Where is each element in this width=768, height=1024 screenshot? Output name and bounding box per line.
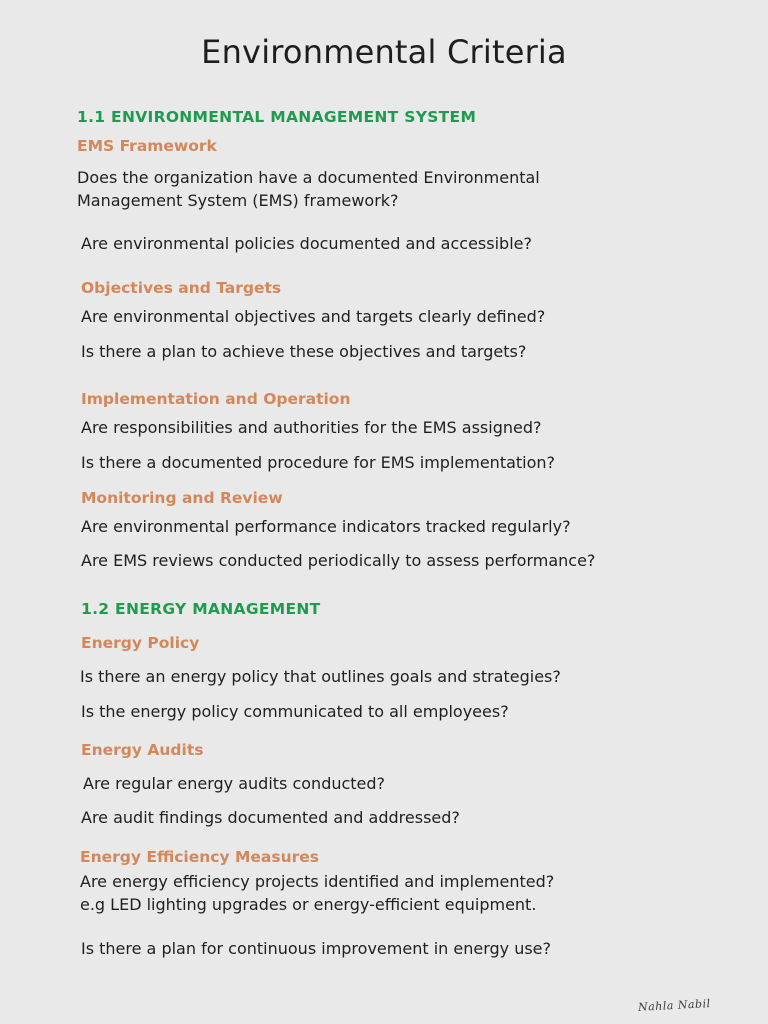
page-title: Environmental Criteria xyxy=(201,33,567,71)
question-text: Are energy efficiency projects identified and implemented? xyxy=(80,872,555,891)
subheading-energy-policy: Energy Policy xyxy=(81,634,200,652)
question-text: Are EMS reviews conducted periodically to assess performance? xyxy=(81,551,596,570)
signature: Nahla Nabil xyxy=(638,997,712,1014)
question-text: Is there an energy policy that outlines goals and strategies? xyxy=(80,667,561,686)
question-text: Are responsibilities and authorities for the EMS assigned? xyxy=(81,418,542,437)
question-text: Are environmental performance indicators tracked regularly? xyxy=(81,517,571,536)
subheading-objectives-and-targets: Objectives and Targets xyxy=(81,279,282,297)
question-text: Does the organization have a documented Environmental xyxy=(77,168,540,187)
question-text: Are environmental objectives and targets clearly defined? xyxy=(81,307,546,326)
subheading-energy-audits: Energy Audits xyxy=(81,741,204,759)
question-text: Is there a plan for continuous improvement in energy use? xyxy=(81,939,552,958)
question-text: Management System (EMS) framework? xyxy=(77,191,399,210)
question-text: Are environmental policies documented and accessible? xyxy=(81,234,532,253)
question-text: Is the energy policy communicated to all employees? xyxy=(81,702,509,721)
question-text: Are regular energy audits conducted? xyxy=(83,774,386,793)
question-text: Is there a documented procedure for EMS implementation? xyxy=(81,453,556,472)
subheading-ems-framework: EMS Framework xyxy=(77,137,217,155)
question-text: Is there a plan to achieve these objectives and targets? xyxy=(81,342,527,361)
subheading-monitoring-and-review: Monitoring and Review xyxy=(81,489,283,507)
question-text: Are audit findings documented and addressed? xyxy=(81,808,460,827)
section-heading-energy-management: 1.2 ENERGY MANAGEMENT xyxy=(81,600,321,618)
subheading-implementation-and-operation: Implementation and Operation xyxy=(81,390,351,408)
section-heading-environmental-management-system: 1.1 ENVIRONMENTAL MANAGEMENT SYSTEM xyxy=(77,108,477,126)
subheading-energy-efficiency-measures: Energy Efficiency Measures xyxy=(80,848,320,866)
question-text: e.g LED lighting upgrades or energy-efficient equipment. xyxy=(80,895,537,914)
